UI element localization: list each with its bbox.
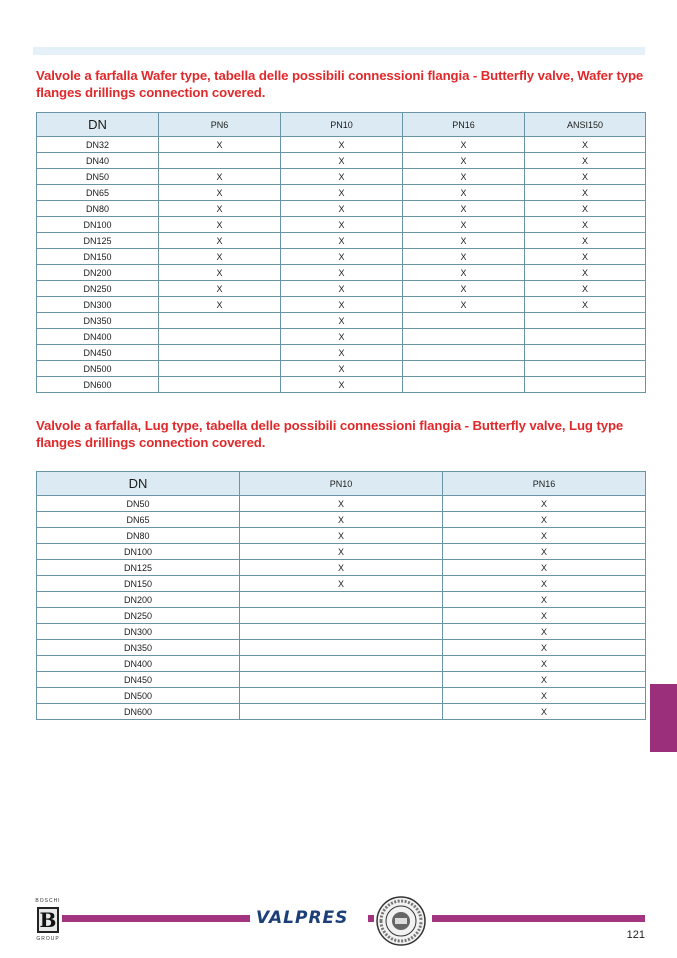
connection-cell: X xyxy=(443,640,646,656)
connection-cell: X xyxy=(443,688,646,704)
connection-cell: X xyxy=(281,297,403,313)
connection-cell: X xyxy=(525,137,646,153)
connection-cell xyxy=(403,361,525,377)
table-row xyxy=(37,544,646,560)
column-header-ansi150: ANSI150 xyxy=(525,113,646,137)
dn-size-cell: DN300 xyxy=(37,624,240,640)
dn-size-cell: DN200 xyxy=(37,265,159,281)
dn-size-cell: DN500 xyxy=(37,688,240,704)
dn-size-cell: DN600 xyxy=(37,377,159,393)
connection-cell: X xyxy=(525,185,646,201)
connection-cell xyxy=(159,345,281,361)
lug-connection-table xyxy=(36,471,646,720)
dn-size-cell: DN80 xyxy=(37,528,240,544)
dn-size-cell: DN400 xyxy=(37,329,159,345)
connection-cell: X xyxy=(281,137,403,153)
table-row xyxy=(37,560,646,576)
dn-size-cell: DN80 xyxy=(37,201,159,217)
connection-cell xyxy=(525,361,646,377)
connection-cell: X xyxy=(403,153,525,169)
connection-cell: X xyxy=(403,137,525,153)
table-row xyxy=(37,592,646,608)
table-row xyxy=(37,624,646,640)
table-row xyxy=(37,688,646,704)
connection-cell: X xyxy=(159,249,281,265)
column-header-pn6: PN6 xyxy=(159,113,281,137)
connection-cell: X xyxy=(525,281,646,297)
footer-bar-right xyxy=(432,915,645,922)
table-row xyxy=(37,512,646,528)
connection-cell xyxy=(159,313,281,329)
connection-cell: X xyxy=(443,544,646,560)
connection-cell: X xyxy=(525,153,646,169)
connection-cell: X xyxy=(443,512,646,528)
connection-cell xyxy=(240,672,443,688)
dn-size-cell: DN350 xyxy=(37,313,159,329)
connection-cell: X xyxy=(281,249,403,265)
connection-cell xyxy=(240,656,443,672)
connection-cell: X xyxy=(281,185,403,201)
table-row xyxy=(37,672,646,688)
top-band xyxy=(33,47,645,55)
connection-cell: X xyxy=(443,672,646,688)
dn-size-cell: DN125 xyxy=(37,560,240,576)
table-row xyxy=(37,528,646,544)
connection-cell: X xyxy=(281,201,403,217)
connection-cell: X xyxy=(281,217,403,233)
table-row xyxy=(37,608,646,624)
dn-size-cell: DN600 xyxy=(37,704,240,720)
connection-cell: X xyxy=(403,265,525,281)
connection-cell: X xyxy=(525,169,646,185)
connection-cell: X xyxy=(281,281,403,297)
connection-cell: X xyxy=(403,169,525,185)
connection-cell: X xyxy=(159,201,281,217)
connection-cell: X xyxy=(281,153,403,169)
connection-cell: X xyxy=(240,544,443,560)
connection-cell: X xyxy=(403,249,525,265)
connection-cell xyxy=(159,377,281,393)
connection-cell: X xyxy=(403,297,525,313)
group-logo-bottom-text: GROUP xyxy=(36,936,60,942)
column-header-dn: DN xyxy=(37,472,240,496)
connection-cell: X xyxy=(281,329,403,345)
dn-size-cell: DN100 xyxy=(37,217,159,233)
connection-cell xyxy=(240,688,443,704)
connection-cell: X xyxy=(525,249,646,265)
column-header-pn10: PN10 xyxy=(240,472,443,496)
table-header-row xyxy=(37,472,646,496)
dn-size-cell: DN50 xyxy=(37,169,159,185)
connection-cell: X xyxy=(443,576,646,592)
connection-cell: X xyxy=(443,608,646,624)
connection-cell: X xyxy=(525,201,646,217)
connection-cell xyxy=(240,624,443,640)
connection-cell xyxy=(240,592,443,608)
connection-cell: X xyxy=(159,297,281,313)
connection-cell: X xyxy=(240,512,443,528)
dn-size-cell: DN350 xyxy=(37,640,240,656)
table-row xyxy=(37,576,646,592)
column-header-dn: DN xyxy=(37,113,159,137)
connection-cell xyxy=(403,313,525,329)
footer-bar-left xyxy=(62,915,250,922)
table-row xyxy=(37,313,646,329)
connection-cell: X xyxy=(403,281,525,297)
connection-cell: X xyxy=(281,361,403,377)
connection-cell: X xyxy=(159,265,281,281)
connection-cell xyxy=(525,313,646,329)
connection-cell: X xyxy=(281,169,403,185)
connection-cell: X xyxy=(403,185,525,201)
column-header-pn10: PN10 xyxy=(281,113,403,137)
connection-cell xyxy=(403,345,525,361)
table-row xyxy=(37,329,646,345)
connection-cell: X xyxy=(443,528,646,544)
table-row xyxy=(37,217,646,233)
table-row xyxy=(37,704,646,720)
dn-size-cell: DN450 xyxy=(37,345,159,361)
connection-cell: X xyxy=(159,185,281,201)
boschi-group-logo xyxy=(35,898,61,942)
connection-cell xyxy=(240,640,443,656)
table-row xyxy=(37,185,646,201)
connection-cell: X xyxy=(525,217,646,233)
connection-cell xyxy=(240,704,443,720)
connection-cell xyxy=(403,329,525,345)
dn-size-cell: DN250 xyxy=(37,281,159,297)
table-row xyxy=(37,377,646,393)
wafer-connection-table xyxy=(36,112,646,393)
table-row xyxy=(37,361,646,377)
connection-cell: X xyxy=(240,528,443,544)
dn-size-cell: DN100 xyxy=(37,544,240,560)
connection-cell: X xyxy=(281,345,403,361)
connection-cell: X xyxy=(159,217,281,233)
table-row xyxy=(37,169,646,185)
chapter-side-tab xyxy=(650,684,677,752)
table-row xyxy=(37,640,646,656)
dn-size-cell: DN150 xyxy=(37,576,240,592)
table-row xyxy=(37,496,646,512)
connection-cell: X xyxy=(281,377,403,393)
connection-cell xyxy=(159,153,281,169)
group-logo-letter: B xyxy=(37,907,59,933)
group-logo-top-text: BOSCHI xyxy=(35,898,61,904)
connection-cell: X xyxy=(443,704,646,720)
table-row xyxy=(37,249,646,265)
dn-size-cell: DN40 xyxy=(37,153,159,169)
dn-size-cell: DN125 xyxy=(37,233,159,249)
connection-cell: X xyxy=(240,576,443,592)
connection-cell xyxy=(403,377,525,393)
connection-cell xyxy=(159,329,281,345)
table-row xyxy=(37,265,646,281)
dn-size-cell: DN450 xyxy=(37,672,240,688)
table-row xyxy=(37,345,646,361)
lug-section-title: Valvole a farfalla, Lug type, tabella delle possibili connessioni flangia - Butterfly valve, Lug type flanges drillings connection covered. xyxy=(36,418,624,450)
connection-cell: X xyxy=(403,217,525,233)
column-header-pn16: PN16 xyxy=(443,472,646,496)
connection-cell: X xyxy=(159,137,281,153)
connection-cell xyxy=(525,329,646,345)
table-row xyxy=(37,281,646,297)
connection-cell: X xyxy=(525,265,646,281)
dn-size-cell: DN500 xyxy=(37,361,159,377)
footer-bar-middle xyxy=(368,915,374,922)
table-header-row xyxy=(37,113,646,137)
connection-cell: X xyxy=(240,560,443,576)
connection-cell: X xyxy=(159,281,281,297)
connection-cell: X xyxy=(281,313,403,329)
wafer-section-title: Valvole a farfalla Wafer type, tabella delle possibili connessioni flangia - Butterfly valve, Wafer type flanges drillings connection covered. xyxy=(36,68,644,100)
iso-certification-seal-icon xyxy=(375,895,427,947)
connection-cell xyxy=(525,377,646,393)
connection-cell: X xyxy=(281,233,403,249)
connection-cell: X xyxy=(281,265,403,281)
connection-cell: X xyxy=(403,233,525,249)
connection-cell: X xyxy=(443,656,646,672)
page-number: 121 xyxy=(626,929,645,941)
dn-size-cell: DN32 xyxy=(37,137,159,153)
connection-cell xyxy=(240,608,443,624)
connection-cell: X xyxy=(159,169,281,185)
dn-size-cell: DN300 xyxy=(37,297,159,313)
table-row xyxy=(37,201,646,217)
connection-cell: X xyxy=(403,201,525,217)
valpres-logo: VALPRES xyxy=(256,908,349,928)
connection-cell: X xyxy=(240,496,443,512)
column-header-pn16: PN16 xyxy=(403,113,525,137)
dn-size-cell: DN250 xyxy=(37,608,240,624)
table-row xyxy=(37,153,646,169)
dn-size-cell: DN400 xyxy=(37,656,240,672)
dn-size-cell: DN65 xyxy=(37,512,240,528)
dn-size-cell: DN65 xyxy=(37,185,159,201)
connection-cell: X xyxy=(443,496,646,512)
connection-cell xyxy=(525,345,646,361)
connection-cell: X xyxy=(525,233,646,249)
connection-cell: X xyxy=(443,624,646,640)
table-row xyxy=(37,656,646,672)
dn-size-cell: DN200 xyxy=(37,592,240,608)
connection-cell: X xyxy=(443,592,646,608)
connection-cell: X xyxy=(159,233,281,249)
dn-size-cell: DN150 xyxy=(37,249,159,265)
table-row xyxy=(37,137,646,153)
table-row xyxy=(37,233,646,249)
connection-cell: X xyxy=(525,297,646,313)
table-row xyxy=(37,297,646,313)
dn-size-cell: DN50 xyxy=(37,496,240,512)
connection-cell: X xyxy=(443,560,646,576)
connection-cell xyxy=(159,361,281,377)
